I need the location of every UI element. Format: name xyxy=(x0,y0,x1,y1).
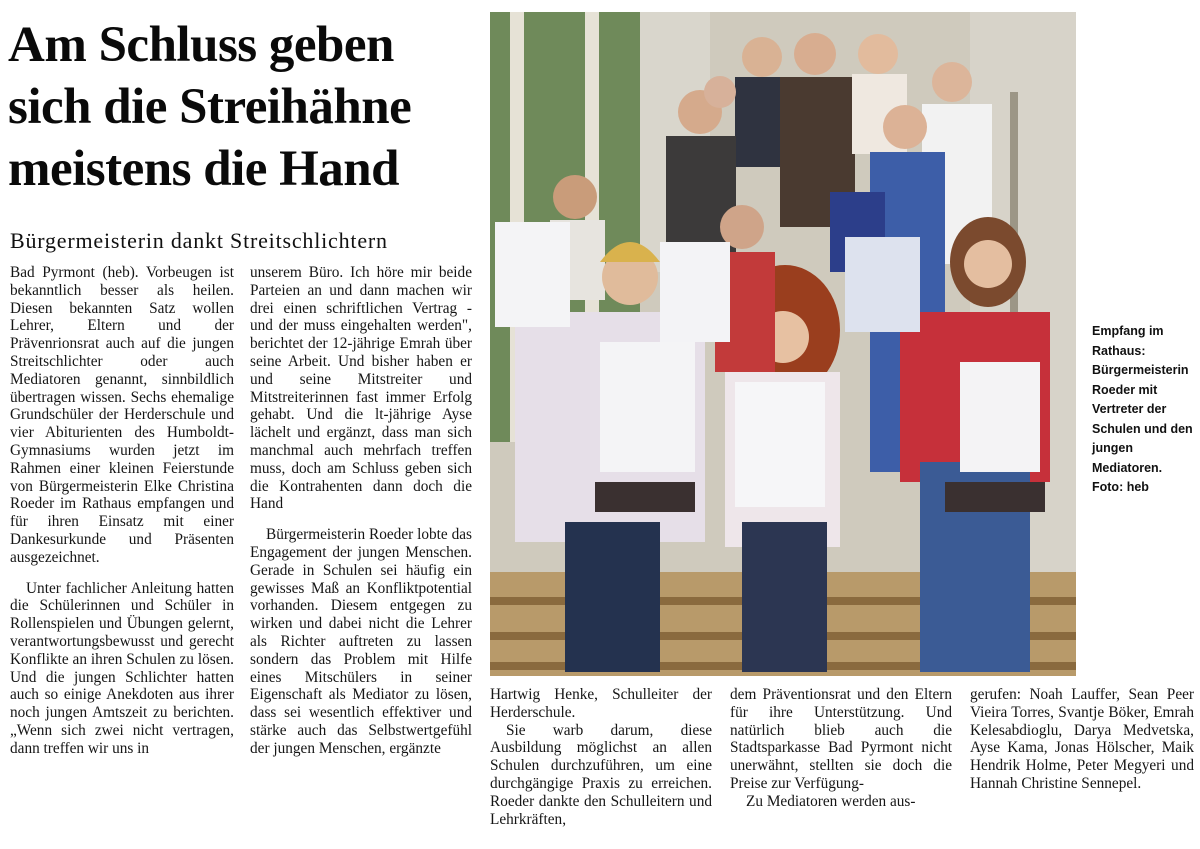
text-column-4 xyxy=(730,686,952,811)
paragraph: dem Präventionsrat und den Eltern für ihre Unterstützung. Und natürlich blieb auch die Stadtsparkasse Bad Pyrmont nicht unerwähnt, stellten sie doch die Preise zur Verfügung- xyxy=(730,686,952,792)
paragraph: Zu Mediatoren werden aus- xyxy=(746,792,916,810)
subheadline: Bürgermeisterin dankt Streitschlichtern xyxy=(10,228,388,253)
group-photo-image xyxy=(490,12,1076,676)
headline: Am Schluss geben sich die Streihähne meistens die Hand xyxy=(8,17,412,197)
paragraph: Bürgermeisterin Roeder lobte das Engagement der jungen Menschen. Gerade in Schulen sei häufig ein gewisses Maß an Konfliktpotential vorhanden. Diesem entgegen zu wirken und dabei nicht die Lehrer als Richter auftreten zu lassen sondern das Problem mit Hilfe eines Mitschülers in seiner Eigenschaft als Mediator zu lösen, dass sei wesentlich effektiver und stärke auch das Selbstwertgefühl der jungen Menschen, ergänzte xyxy=(250,526,472,757)
paragraph: Bad Pyrmont (heb). Vorbeugen ist bekanntlich besser als heilen. Diesen bekannten Satz wollen Lehrer, Eltern und der Prävenrionsrat auch auf die jungen Streitschlichter oder auch Mediatoren genannt, sinnbildlich übertragen wissen. Sechs ehemalige Grundschüler der Herderschule und vier Abiturienten des Humboldt-Gymnasiums wurden jetzt im Rahmen einer kleinen Feierstunde von Bürgermeisterin Elke Christina Roeder im Rathaus empfangen und für ihren Einsatz mit einer Dankesurkunde und Präsenten ausgezeichnet. xyxy=(10,264,234,566)
photo-caption: Empfang im Rathaus: Bürgermeisterin Roeder mit Vertreter der Schulen und den jungen Mediatoren. Foto: heb xyxy=(1092,324,1193,494)
group-photo xyxy=(490,12,1076,676)
text-column-3 xyxy=(490,686,712,828)
paragraph: Unter fachlicher Anleitung hatten die Schülerinnen und Schüler in Rollenspielen und Übungen gelernt, verantwortungsbewusst und gerecht Konflikte an ihren Schulen zu lösen. Und die jungen Schlichter hatten auch so einige Anekdoten aus ihrer noch jungen Amtszeit zu berichten. „Wenn sich zwei nicht vertragen, dann treffen wir uns in xyxy=(10,579,234,757)
paragraph: gerufen: Noah Lauffer, Sean Peer Vieira Torres, Svantje Böker, Emrah Kelesabdioglu, Darya Medvetska, Ayse Kama, Jonas Hölscher, Maik Hendrik Holme, Peter Megyeri und Hannah Christine Sennepel. xyxy=(970,686,1194,792)
paragraph: Hartwig Henke, Schulleiter der Herderschule. xyxy=(490,686,712,721)
text-column-5 xyxy=(970,686,1194,793)
text-column-2 xyxy=(250,264,472,758)
text-column-1 xyxy=(10,264,234,758)
paragraph: Sie warb darum, diese Ausbildung möglichst an allen Schulen durchzuführen, um eine durchgängige Praxis zu erreichen. Roeder dankte den Schulleitern und Lehrkräften, xyxy=(490,721,712,828)
paragraph: unserem Büro. Ich höre mir beide Parteien an und dann machen wir drei einen schriftlichen Vertrag - und der muss eingehalten werden", berichtet der 12-jährige Emrah über seine Arbeit. Und bisher haben er und seine Mitstreiter und Mitstreiterinnen fast immer Erfolg gehabt. Und die lt-jährige Ayse lächelt und ergänzt, dass man sich manchmal auch mehrfach treffen muss, doch am Schluss geben sich die Kontrahenten dann doch die Hand xyxy=(250,264,472,513)
